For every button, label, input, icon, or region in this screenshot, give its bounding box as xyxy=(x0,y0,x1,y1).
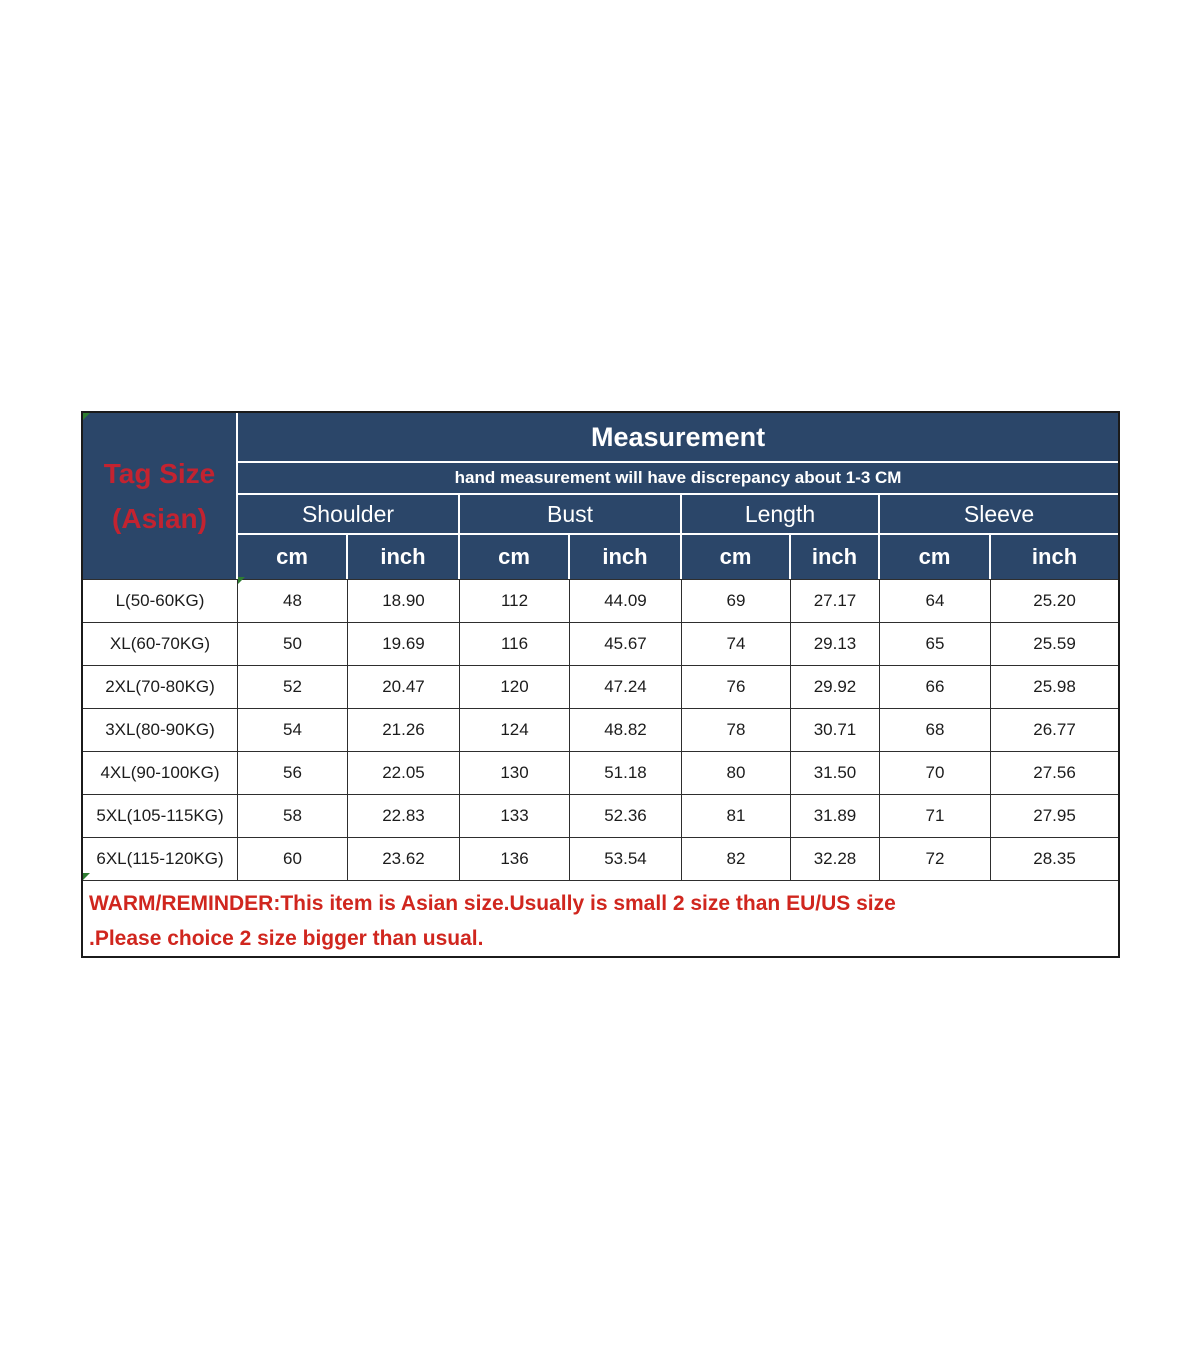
table-row xyxy=(83,708,1118,751)
unit-header-shoulder-cm: cm xyxy=(238,535,348,579)
cell-length-inch: 27.17 xyxy=(791,579,880,622)
warning-line1: WARM/REMINDER:This item is Asian size.Usually is small 2 size than EU/US size xyxy=(89,892,896,915)
cell-bust-inch: 53.54 xyxy=(570,837,682,880)
cell-shoulder-cm: 60 xyxy=(238,837,348,880)
cell-sleeve-inch: 25.59 xyxy=(991,622,1118,665)
unit-header-length-inch: inch xyxy=(791,535,880,579)
cell-sleeve-cm: 68 xyxy=(880,708,991,751)
table-row xyxy=(83,579,1118,622)
corner-tag-size-cell xyxy=(83,413,238,579)
cell-sleeve-inch: 25.20 xyxy=(991,579,1118,622)
cell-length-inch: 30.71 xyxy=(791,708,880,751)
cell-bust-inch: 45.67 xyxy=(570,622,682,665)
cell-sleeve-inch: 28.35 xyxy=(991,837,1118,880)
cell-bust-inch: 44.09 xyxy=(570,579,682,622)
cell-length-inch: 31.89 xyxy=(791,794,880,837)
cell-shoulder-inch: 21.26 xyxy=(348,708,460,751)
unit-header-bust-cm: cm xyxy=(460,535,570,579)
cell-shoulder-inch: 23.62 xyxy=(348,837,460,880)
row-size-label: 6XL(115-120KG) xyxy=(83,837,238,880)
cell-shoulder-inch: 18.90 xyxy=(348,579,460,622)
excel-corner-marker xyxy=(238,577,245,584)
cell-sleeve-cm: 70 xyxy=(880,751,991,794)
cell-sleeve-cm: 71 xyxy=(880,794,991,837)
cell-sleeve-inch: 26.77 xyxy=(991,708,1118,751)
cell-length-inch: 32.28 xyxy=(791,837,880,880)
warning-note xyxy=(83,880,1118,956)
group-header-shoulder: Shoulder xyxy=(238,495,460,535)
cell-shoulder-cm: 52 xyxy=(238,665,348,708)
row-size-label: 2XL(70-80KG) xyxy=(83,665,238,708)
cell-shoulder-cm: 48 xyxy=(238,579,348,622)
table-row xyxy=(83,794,1118,837)
table-title: Measurement xyxy=(238,413,1118,463)
cell-sleeve-cm: 65 xyxy=(880,622,991,665)
group-header-length: Length xyxy=(682,495,880,535)
table-subtitle: hand measurement will have discrepancy about 1-3 CM xyxy=(238,463,1118,495)
cell-shoulder-cm: 50 xyxy=(238,622,348,665)
cell-sleeve-cm: 72 xyxy=(880,837,991,880)
cell-shoulder-cm: 58 xyxy=(238,794,348,837)
corner-label-line2: (Asian) xyxy=(112,503,207,534)
unit-header-bust-inch: inch xyxy=(570,535,682,579)
cell-bust-cm: 136 xyxy=(460,837,570,880)
cell-sleeve-inch: 25.98 xyxy=(991,665,1118,708)
table-row xyxy=(83,751,1118,794)
cell-length-inch: 29.92 xyxy=(791,665,880,708)
cell-length-cm: 82 xyxy=(682,837,791,880)
cell-shoulder-cm: 54 xyxy=(238,708,348,751)
cell-sleeve-inch: 27.95 xyxy=(991,794,1118,837)
cell-shoulder-inch: 22.83 xyxy=(348,794,460,837)
row-size-label: 4XL(90-100KG) xyxy=(83,751,238,794)
table-row xyxy=(83,622,1118,665)
cell-bust-cm: 124 xyxy=(460,708,570,751)
cell-length-cm: 78 xyxy=(682,708,791,751)
cell-shoulder-inch: 22.05 xyxy=(348,751,460,794)
table-row xyxy=(83,665,1118,708)
unit-header-sleeve-cm: cm xyxy=(880,535,991,579)
cell-bust-inch: 47.24 xyxy=(570,665,682,708)
cell-bust-cm: 133 xyxy=(460,794,570,837)
cell-length-inch: 31.50 xyxy=(791,751,880,794)
row-size-label: 3XL(80-90KG) xyxy=(83,708,238,751)
table-row xyxy=(83,837,1118,880)
cell-bust-inch: 52.36 xyxy=(570,794,682,837)
cell-length-cm: 69 xyxy=(682,579,791,622)
corner-label-line1: Tag Size xyxy=(103,458,216,489)
cell-bust-cm: 120 xyxy=(460,665,570,708)
cell-bust-cm: 130 xyxy=(460,751,570,794)
cell-bust-cm: 112 xyxy=(460,579,570,622)
size-chart-table xyxy=(83,413,1118,880)
warning-line2: .Please choice 2 size bigger than usual. xyxy=(89,927,484,950)
cell-length-cm: 76 xyxy=(682,665,791,708)
cell-bust-inch: 51.18 xyxy=(570,751,682,794)
unit-header-sleeve-inch: inch xyxy=(991,535,1118,579)
cell-length-cm: 74 xyxy=(682,622,791,665)
cell-sleeve-inch: 27.56 xyxy=(991,751,1118,794)
cell-bust-inch: 48.82 xyxy=(570,708,682,751)
excel-corner-marker xyxy=(83,873,90,880)
cell-length-cm: 81 xyxy=(682,794,791,837)
cell-sleeve-cm: 64 xyxy=(880,579,991,622)
unit-header-length-cm: cm xyxy=(682,535,791,579)
group-header-bust: Bust xyxy=(460,495,682,535)
cell-length-inch: 29.13 xyxy=(791,622,880,665)
row-size-label: 5XL(105-115KG) xyxy=(83,794,238,837)
group-header-sleeve: Sleeve xyxy=(880,495,1118,535)
unit-header-shoulder-inch: inch xyxy=(348,535,460,579)
cell-length-cm: 80 xyxy=(682,751,791,794)
cell-shoulder-inch: 19.69 xyxy=(348,622,460,665)
cell-shoulder-inch: 20.47 xyxy=(348,665,460,708)
excel-corner-marker xyxy=(83,413,90,420)
size-chart-sheet xyxy=(81,411,1120,958)
size-table-body xyxy=(83,579,1118,880)
cell-shoulder-cm: 56 xyxy=(238,751,348,794)
cell-bust-cm: 116 xyxy=(460,622,570,665)
row-size-label: XL(60-70KG) xyxy=(83,622,238,665)
row-size-label: L(50-60KG) xyxy=(83,579,238,622)
cell-sleeve-cm: 66 xyxy=(880,665,991,708)
